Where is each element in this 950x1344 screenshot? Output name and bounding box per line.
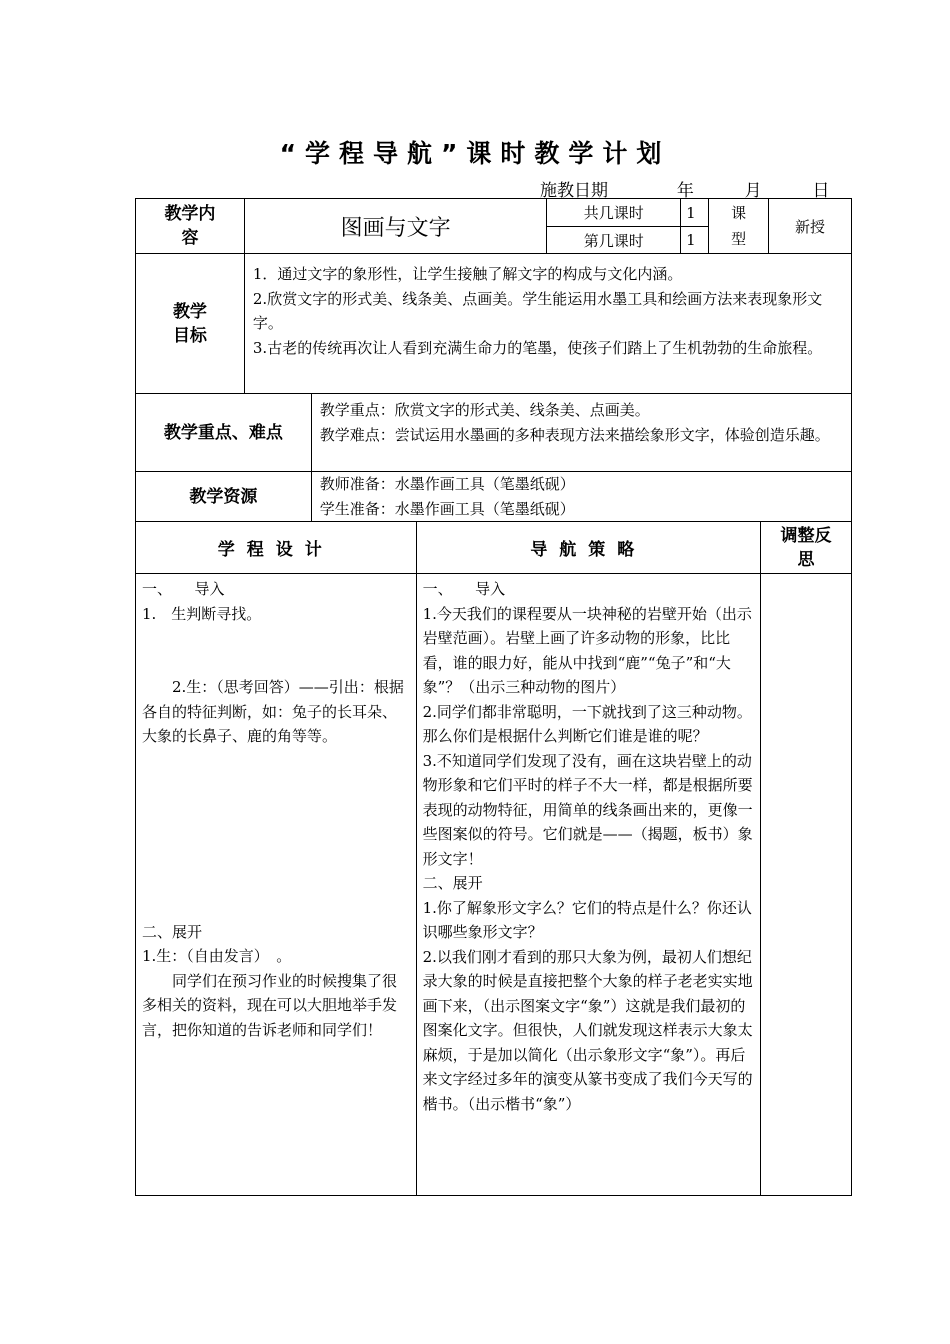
resources-cell xyxy=(311,472,851,522)
resource-item: 教师准备：水墨作画工具（笔墨纸砚） xyxy=(319,475,575,493)
teacher-item: 3.不知道同学们发现了没有，画在这块岩壁上的动物形象和它们平时的样子不大一样，都是根据所要表现的动物特征，用简单的线条画出来的，更像一些图案似的符号。它们就是——（揭题，板书）象形文字！ xyxy=(422,751,753,868)
key-points-cell xyxy=(311,394,851,472)
student-design-header: 学程设计 xyxy=(136,522,417,574)
teacher-section2-title: 二、展开 xyxy=(422,874,483,892)
period-no-label: 第几课时 xyxy=(547,227,681,254)
student-item: 同学们在预习作业的时候搜集了很多相关的资料，现在可以大胆地举手发言，把你知道的告诉老师和同学们！ xyxy=(142,971,398,1039)
goal-item: 2.欣赏文字的形式美、线条美、点画美。学生能运用水墨工具和绘画方法来表现象形文字。 xyxy=(252,289,823,332)
student-section2-title: 二、展开 xyxy=(142,922,203,941)
content-label-cell xyxy=(136,199,245,254)
teacher-strategy-header: 导航策略 xyxy=(416,522,760,574)
key-point-item: 教学重点：欣赏文字的形式美、线条美、点画美。 xyxy=(319,401,650,419)
resource-item: 学生准备：水墨作画工具（笔墨纸砚） xyxy=(319,499,575,518)
content-label: 教学内容 xyxy=(164,204,216,248)
student-item: 1.生：（自由发言） 。 xyxy=(142,947,292,965)
reflection-header-cell xyxy=(761,522,852,574)
year-label: 年 xyxy=(676,181,694,201)
key-point-item: 教学难点：尝试运用水墨画的多种表现方法来描绘象形文字，体验创造乐趣。 xyxy=(319,425,830,444)
student-column xyxy=(136,574,417,1196)
teacher-item: 1.今天我们的课程要从一块神秘的岩壁开始（出示岩壁范画）。岩壁上画了许多动物的形象，比比看，谁的眼力好，能从中找到“鹿”“兔子”和“大象”？（出示三种动物的图片） xyxy=(422,604,752,696)
total-periods-label: 共几课时 xyxy=(547,199,681,227)
resources-label: 教学资源 xyxy=(136,472,312,522)
period-no-value: 1 xyxy=(681,227,709,254)
type-value: 新授 xyxy=(769,199,852,254)
key-points-label: 教学重点、难点 xyxy=(136,394,312,472)
teacher-section1-title: 一、 导入 xyxy=(422,580,506,598)
type-label: 课型 xyxy=(731,204,747,248)
month-label: 月 xyxy=(744,181,762,201)
goal-item: 1．通过文字的象形性，让学生接触了解文字的构成与文化内涵。 xyxy=(252,265,683,283)
student-item: 2.生：（思考回答）——引出：根据各自的特征判断，如：兔子的长耳朵、大象的长鼻子、鹿的角等等。 xyxy=(142,678,404,745)
reflection-header: 调整反思 xyxy=(780,525,832,570)
type-label-cell xyxy=(709,199,769,254)
topic: 图画与文字 xyxy=(244,199,547,254)
goals-cell xyxy=(244,254,851,394)
goals-label: 教学目标 xyxy=(172,301,207,346)
teacher-item: 1.你了解象形文字么？它们的特点是什么？你还认识哪些象形文字？ xyxy=(422,898,752,941)
goals-label-cell xyxy=(136,254,245,394)
lesson-info-table xyxy=(135,198,852,522)
reflection-column xyxy=(761,574,852,1196)
teacher-item: 2.以我们刚才看到的那只大象为例，最初人们想纪录大象的时候是直接把整个大象的样子老老实实地画下来，（出示图案文字“象”）这就是我们最初的图案化文字。但很快，人们就发现这样表示大象太麻烦，于是加以简化（出示象形文字“象”）。再后来文字经过多年的演变从篆书变成了我们今天写的楷书。（出示楷书“象”） xyxy=(422,947,753,1113)
total-periods-value: 1 xyxy=(681,199,709,227)
date-label: 施教日期 xyxy=(540,181,608,201)
design-table xyxy=(135,521,852,1196)
student-section1-title: 一、 导入 xyxy=(142,580,225,598)
goal-item: 3.古老的传统再次让人看到充满生命力的笔墨，使孩子们踏上了生机勃勃的生命旅程。 xyxy=(252,338,823,357)
teacher-item: 2.同学们都非常聪明，一下就找到了这三种动物。那么你们是根据什么判断它们谁是谁的呢？ xyxy=(422,702,752,745)
day-label: 日 xyxy=(812,181,830,201)
student-item: 1. 生判断寻找。 xyxy=(142,604,262,623)
teacher-column xyxy=(416,574,760,1196)
page-title: “学程导航”课时教学计划 xyxy=(279,139,671,168)
